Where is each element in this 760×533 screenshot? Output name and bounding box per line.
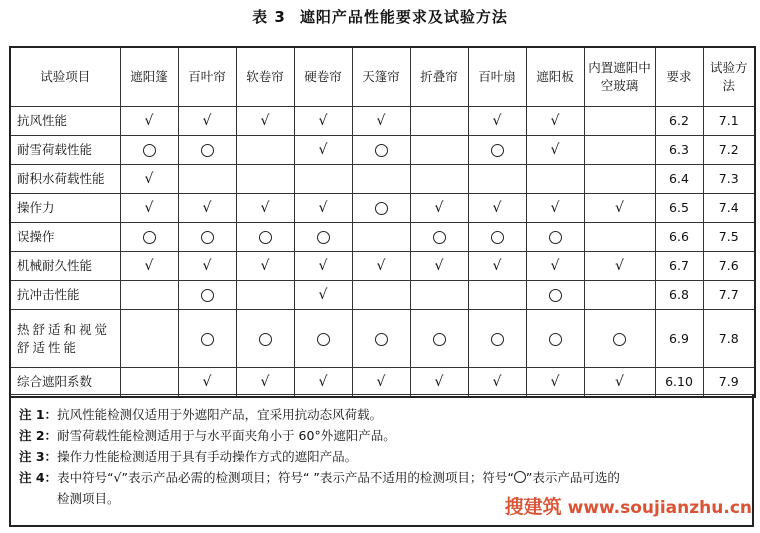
circle-icon [491, 333, 504, 346]
mark-cell [468, 223, 526, 252]
note-text: 操作力性能检测适用于具有手动操作方式的遮阳产品。 [57, 449, 358, 464]
requirement-cell: 6.2 [655, 107, 703, 136]
mark-cell [468, 165, 526, 194]
mark-cell [178, 107, 236, 136]
mark-cell [352, 310, 410, 368]
mark-cell [410, 194, 468, 223]
check-icon: √ [144, 113, 154, 129]
check-icon: √ [550, 258, 560, 274]
mark-cell [526, 252, 584, 281]
mark-cell [178, 252, 236, 281]
mark-cell [352, 223, 410, 252]
check-icon: √ [492, 113, 502, 129]
requirement-cell: 6.7 [655, 252, 703, 281]
check-icon: √ [492, 373, 502, 390]
table-row [10, 107, 755, 136]
mark-cell [294, 281, 352, 310]
mark-cell [178, 368, 236, 397]
check-icon: √ [260, 258, 270, 274]
requirement-cell: 6.10 [655, 368, 703, 397]
mark-cell [236, 107, 294, 136]
check-icon: √ [260, 113, 270, 129]
mark-cell [120, 107, 178, 136]
method-cell: 7.9 [703, 368, 755, 397]
mark-cell [526, 136, 584, 165]
check-icon: √ [550, 373, 560, 390]
circle-icon [549, 289, 562, 302]
check-icon: √ [492, 200, 502, 216]
method-cell: 7.6 [703, 252, 755, 281]
note-label: 注 2： [19, 428, 58, 443]
table-row [10, 165, 755, 194]
column-header: 天篷帘 [352, 47, 410, 107]
circle-icon [613, 333, 626, 346]
circle-icon [433, 231, 446, 244]
check-icon: √ [318, 258, 328, 274]
table-body [10, 107, 755, 397]
mark-cell [584, 310, 655, 368]
check-icon: √ [318, 200, 328, 216]
note-4 [19, 467, 744, 488]
mark-cell [468, 136, 526, 165]
mark-cell [584, 165, 655, 194]
mark-cell [294, 136, 352, 165]
mark-cell [526, 165, 584, 194]
mark-cell [352, 165, 410, 194]
circle-icon [201, 231, 214, 244]
check-icon: √ [376, 258, 386, 274]
method-cell: 7.5 [703, 223, 755, 252]
mark-cell [526, 368, 584, 397]
circle-icon [491, 144, 504, 157]
check-icon: √ [318, 113, 328, 129]
check-icon: √ [260, 200, 270, 216]
note-label: 注 1： [19, 407, 58, 422]
mark-cell [236, 194, 294, 223]
note-label: 注 4： [19, 470, 58, 485]
column-header: 软卷帘 [236, 47, 294, 107]
mark-cell [410, 368, 468, 397]
watermark-cn: 搜建筑 [504, 496, 562, 518]
mark-cell [526, 281, 584, 310]
requirement-cell: 6.4 [655, 165, 703, 194]
check-icon: √ [318, 287, 328, 303]
requirement-cell: 6.6 [655, 223, 703, 252]
circle-icon [549, 333, 562, 346]
mark-cell [526, 223, 584, 252]
check-icon: √ [202, 113, 212, 129]
method-cell: 7.8 [703, 310, 755, 368]
table-row [10, 368, 755, 397]
note-1 [19, 404, 744, 425]
mark-cell [120, 136, 178, 165]
mark-cell [584, 252, 655, 281]
mark-cell [410, 310, 468, 368]
mark-cell [120, 368, 178, 397]
table-row [10, 194, 755, 223]
check-icon: √ [615, 258, 624, 274]
mark-cell [120, 310, 178, 368]
mark-cell [584, 194, 655, 223]
test-item-cell: 抗风性能 [10, 107, 120, 136]
column-header: 遮阳板 [526, 47, 584, 107]
check-icon: √ [550, 200, 560, 216]
test-item-cell: 耐雪荷载性能 [10, 136, 120, 165]
mark-cell [294, 165, 352, 194]
note-label: 注 3： [19, 449, 58, 464]
table-number: 表 3 [252, 8, 286, 26]
spec-table [9, 46, 756, 398]
test-item-cell: 综合遮阳系数 [10, 368, 120, 397]
circle-icon [317, 231, 330, 244]
header-row [10, 47, 755, 107]
mark-cell [120, 281, 178, 310]
mark-cell [178, 281, 236, 310]
mark-cell [352, 252, 410, 281]
note-text: ”表示产品可选的 [525, 470, 620, 485]
mark-cell [236, 136, 294, 165]
check-icon: √ [550, 142, 560, 158]
mark-cell [352, 368, 410, 397]
mark-cell [120, 194, 178, 223]
circle-icon [201, 333, 214, 346]
mark-cell [236, 368, 294, 397]
mark-cell [410, 252, 468, 281]
check-icon: √ [202, 373, 212, 390]
mark-cell [584, 107, 655, 136]
column-header: 内置遮阳中空玻璃 [584, 47, 655, 107]
mark-cell [468, 281, 526, 310]
check-icon: √ [318, 373, 328, 390]
circle-icon [491, 231, 504, 244]
check-icon: √ [492, 258, 502, 274]
check-icon: √ [144, 200, 154, 216]
method-cell: 7.1 [703, 107, 755, 136]
mark-cell [352, 194, 410, 223]
check-icon: √ [434, 200, 444, 216]
table-row [10, 136, 755, 165]
watermark [505, 492, 752, 519]
requirement-cell: 6.5 [655, 194, 703, 223]
check-icon: √ [434, 373, 444, 390]
circle-icon [143, 231, 156, 244]
mark-cell [294, 223, 352, 252]
test-item-cell: 操作力 [10, 194, 120, 223]
method-cell: 7.7 [703, 281, 755, 310]
mark-cell [236, 281, 294, 310]
column-header: 折叠帘 [410, 47, 468, 107]
check-icon: √ [202, 200, 212, 216]
table-caption [0, 6, 760, 27]
note-3 [19, 446, 744, 467]
check-icon: √ [615, 373, 624, 390]
mark-cell [410, 281, 468, 310]
mark-cell [294, 252, 352, 281]
test-item-cell: 热舒适和视觉舒适性能 [10, 310, 120, 368]
note-text: 检测项目。 [57, 491, 120, 506]
note-text: 抗风性能检测仅适用于外遮阳产品，宜采用抗动态风荷载。 [57, 407, 383, 422]
mark-cell [468, 107, 526, 136]
table-row [10, 223, 755, 252]
circle-icon [514, 471, 526, 483]
method-cell: 7.4 [703, 194, 755, 223]
watermark-url: www.soujianzhu.cn [567, 498, 752, 518]
mark-cell [584, 223, 655, 252]
check-icon: √ [260, 373, 270, 390]
mark-cell [352, 281, 410, 310]
column-header: 要求 [655, 47, 703, 107]
requirement-cell: 6.3 [655, 136, 703, 165]
mark-cell [468, 368, 526, 397]
mark-cell [120, 252, 178, 281]
circle-icon [259, 333, 272, 346]
mark-cell [410, 107, 468, 136]
check-icon: √ [318, 142, 328, 158]
mark-cell [178, 136, 236, 165]
mark-cell [410, 223, 468, 252]
note-text: 表中符号“√”表示产品必需的检测项目；符号“ ”表示产品不适用的检测项目；符号“ [57, 470, 514, 485]
mark-cell [526, 310, 584, 368]
test-item-cell: 误操作 [10, 223, 120, 252]
column-header: 试验项目 [10, 47, 120, 107]
test-item-cell: 耐积水荷载性能 [10, 165, 120, 194]
check-icon: √ [144, 258, 154, 274]
table-row [10, 281, 755, 310]
column-header: 百叶帘 [178, 47, 236, 107]
mark-cell [178, 223, 236, 252]
circle-icon [375, 144, 388, 157]
mark-cell [294, 107, 352, 136]
mark-cell [468, 194, 526, 223]
circle-icon [201, 144, 214, 157]
check-icon: √ [376, 113, 386, 129]
table-title: 遮阳产品性能要求及试验方法 [299, 8, 508, 26]
mark-cell [294, 194, 352, 223]
mark-cell [584, 281, 655, 310]
mark-cell [236, 165, 294, 194]
mark-cell [294, 368, 352, 397]
mark-cell [178, 165, 236, 194]
check-icon: √ [202, 258, 212, 274]
test-item-cell: 机械耐久性能 [10, 252, 120, 281]
mark-cell [294, 310, 352, 368]
mark-cell [352, 136, 410, 165]
mark-cell [468, 252, 526, 281]
method-cell: 7.3 [703, 165, 755, 194]
mark-cell [526, 194, 584, 223]
circle-icon [549, 231, 562, 244]
mark-cell [584, 136, 655, 165]
table-row [10, 252, 755, 281]
mark-cell [468, 310, 526, 368]
method-cell: 7.2 [703, 136, 755, 165]
circle-icon [433, 333, 446, 346]
mark-cell [178, 194, 236, 223]
mark-cell [410, 165, 468, 194]
circle-icon [375, 202, 388, 215]
note-2 [19, 425, 744, 446]
column-header: 硬卷帘 [294, 47, 352, 107]
check-icon: √ [434, 258, 444, 274]
requirement-cell: 6.9 [655, 310, 703, 368]
mark-cell [236, 252, 294, 281]
mark-cell [352, 107, 410, 136]
circle-icon [201, 289, 214, 302]
requirement-cell: 6.8 [655, 281, 703, 310]
table-row [10, 310, 755, 368]
column-header: 试验方法 [703, 47, 755, 107]
mark-cell [120, 165, 178, 194]
mark-cell [120, 223, 178, 252]
mark-cell [526, 107, 584, 136]
column-header: 百叶扇 [468, 47, 526, 107]
mark-cell [236, 223, 294, 252]
note-text: 耐雪荷载性能检测适用于与水平面夹角小于 60°外遮阳产品。 [57, 428, 396, 443]
test-item-cell: 抗冲击性能 [10, 281, 120, 310]
circle-icon [375, 333, 388, 346]
mark-cell [584, 368, 655, 397]
circle-icon [317, 333, 330, 346]
circle-icon [143, 144, 156, 157]
check-icon: √ [376, 373, 386, 390]
column-header: 遮阳篷 [120, 47, 178, 107]
mark-cell [410, 136, 468, 165]
mark-cell [236, 310, 294, 368]
check-icon: √ [550, 113, 560, 129]
mark-cell [178, 310, 236, 368]
check-icon: √ [144, 171, 154, 187]
circle-icon [259, 231, 272, 244]
check-icon: √ [615, 200, 624, 216]
